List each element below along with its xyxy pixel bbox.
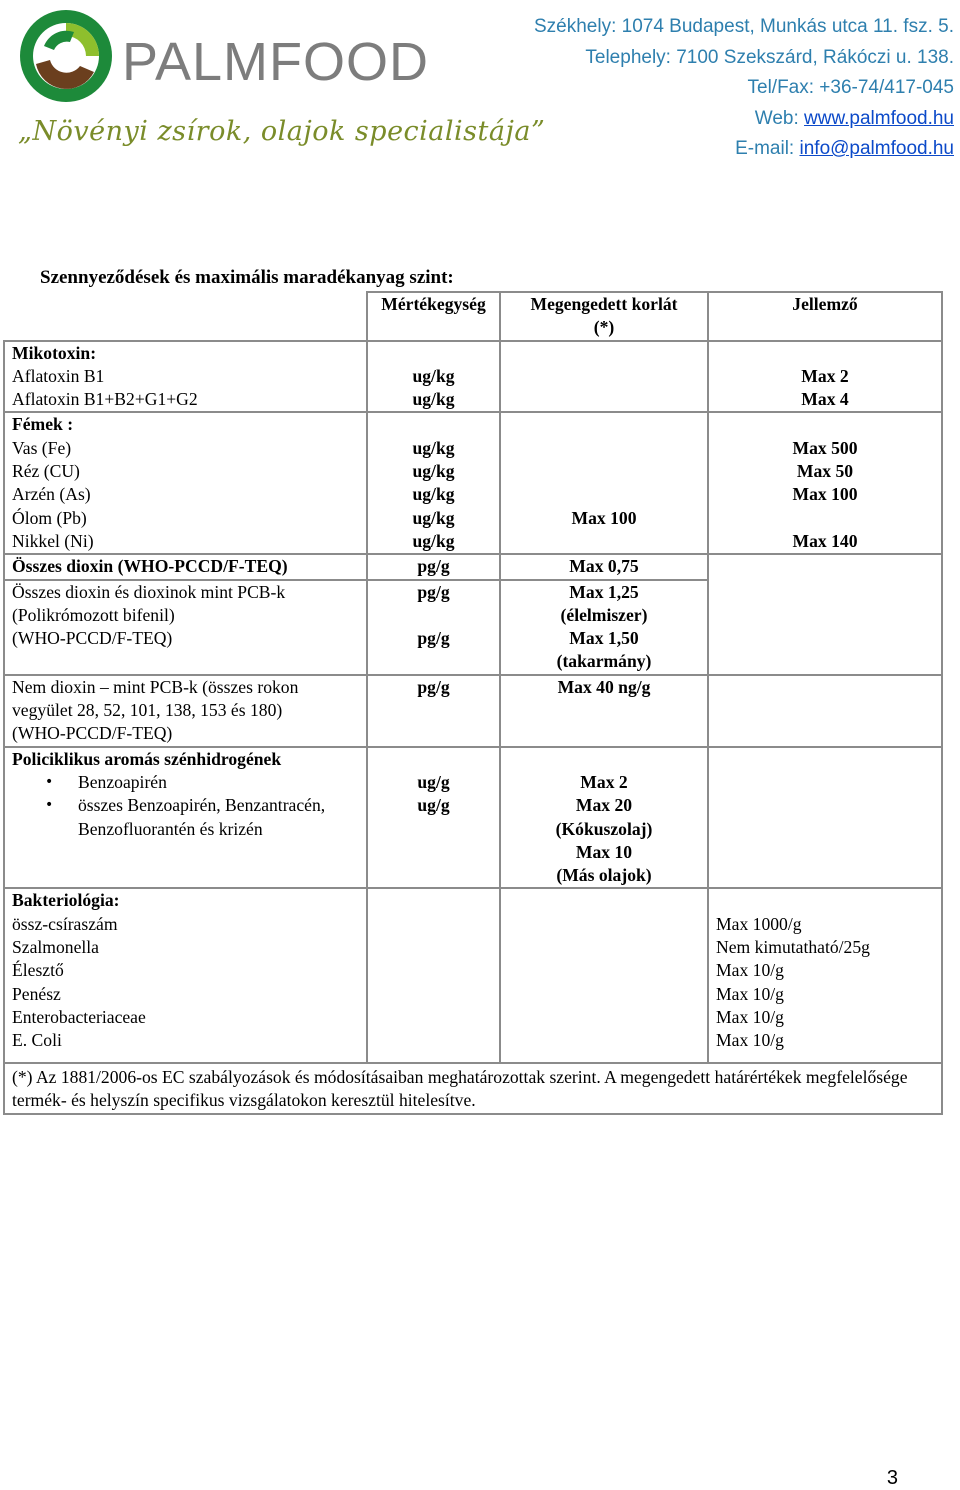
contact-block <box>534 12 954 165</box>
bacteriology-heading: Bakteriológia: <box>12 890 120 911</box>
dioxin-total-typical <box>708 554 942 579</box>
mycotoxin-typical-2: Max 4 <box>801 389 849 410</box>
dioxin-pcb-units <box>367 580 500 675</box>
metal-unit-cu: ug/kg <box>412 461 455 482</box>
metal-name-pb: Ólom (Pb) <box>12 507 87 528</box>
dioxin-total-unit: pg/g <box>367 554 500 579</box>
bacteriology-names <box>4 888 367 1062</box>
pah-limit-2-note: (Kókuszolaj) <box>555 818 653 839</box>
contact-hq: Székhely: 1074 Budapest, Munkás utca 11. fsz. 5. <box>533 16 954 37</box>
non-dioxin-pcb-name-3: (WHO-PCCD/F-TEQ) <box>12 723 173 744</box>
metal-limit-pb: Max 100 <box>571 507 637 528</box>
table-row-dioxin-pcb <box>4 580 942 675</box>
metal-typical-ni: Max 140 <box>792 530 858 551</box>
non-dioxin-pcb-names <box>4 675 367 747</box>
metal-name-cu: Réz (CU) <box>12 461 80 482</box>
mycotoxin-limits <box>500 341 708 413</box>
non-dioxin-pcb-typical <box>708 675 942 747</box>
pah-limit-1: Max 2 <box>580 771 628 792</box>
non-dioxin-pcb-limit: Max 40 ng/g <box>500 675 708 747</box>
pah-units <box>367 747 500 889</box>
dioxin-pcb-limit-2: Max 1,50 <box>569 628 639 649</box>
mycotoxin-names <box>4 341 367 413</box>
contact-telfax: Tel/Fax: +36-74/417-045 <box>747 77 954 98</box>
pah-limits <box>500 747 708 889</box>
mycotoxin-heading: Mikotoxin: <box>12 342 97 363</box>
page-number: 3 <box>886 1467 898 1489</box>
header-typical: Jellemző <box>708 292 942 341</box>
metal-unit-fe: ug/kg <box>412 437 455 458</box>
metal-unit-as: ug/kg <box>412 484 455 505</box>
pah-heading: Policiklikus aromás szénhidrogének <box>12 748 282 769</box>
bact-typical-enterobacteriaceae: Max 10/g <box>716 1006 784 1027</box>
non-dioxin-pcb-name-2: vegyület 28, 52, 101, 138, 153 és 180) <box>12 700 283 721</box>
contact-web <box>534 104 954 135</box>
non-dioxin-pcb-name-1: Nem dioxin – mint PCB-k (összes rokon <box>12 676 299 697</box>
bacteriology-limits <box>500 888 708 1062</box>
header-limit-label: Megengedett korlát <box>530 294 678 314</box>
mycotoxin-typical-1: Max 2 <box>801 365 849 386</box>
metal-name-ni: Nikkel (Ni) <box>12 530 94 551</box>
dioxin-total-limit: Max 0,75 <box>500 554 708 579</box>
bact-typical-salmonella: Nem kimutatható/25g <box>716 937 870 958</box>
logo-brand-text: PALMFOOD <box>122 32 430 92</box>
metal-name-as: Arzén (As) <box>12 484 91 505</box>
header-empty-cell <box>4 292 367 341</box>
contact-email <box>534 134 954 165</box>
metal-name-fe: Vas (Fe) <box>12 437 72 458</box>
contact-site: Telephely: 7100 Szekszárd, Rákóczi u. 138. <box>585 46 954 68</box>
table-header-row <box>4 292 942 341</box>
pah-item-2: • összes Benzoapirén, Benzantracén, Benzofluorantén és krizén <box>78 794 359 841</box>
table-row-footnote <box>4 1063 942 1115</box>
dioxin-pcb-limit-2-note: (takarmány) <box>556 651 652 672</box>
dioxin-pcb-limit-1: Max 1,25 <box>569 581 639 602</box>
mycotoxin-typical <box>708 341 942 413</box>
table-row-pah <box>4 747 942 889</box>
mycotoxin-units <box>367 341 500 413</box>
dioxin-pcb-unit-2: pg/g <box>417 628 450 649</box>
dioxin-pcb-unit-1: pg/g <box>417 581 450 602</box>
email-link[interactable]: info@palmfood.hu <box>799 138 954 159</box>
web-link[interactable]: www.palmfood.hu <box>804 107 954 129</box>
pah-limit-2: Max 20 <box>575 795 633 816</box>
table-row-non-dioxin-pcb <box>4 675 942 747</box>
bact-name-mould: Penész <box>12 983 61 1004</box>
email-label: E-mail: <box>735 138 800 159</box>
pah-item-1: • Benzoapirén <box>78 771 359 794</box>
palmfood-logo <box>14 6 430 110</box>
bact-typical-total: Max 1000/g <box>716 913 802 934</box>
table-row-bacteriology <box>4 888 942 1062</box>
dioxin-pcb-limit-1-note: (élelmiszer) <box>560 604 648 625</box>
table-row-mycotoxin <box>4 341 942 413</box>
mycotoxin-unit-2: ug/kg <box>412 389 455 410</box>
table-row-metals <box>4 412 942 554</box>
dioxin-pcb-limits <box>500 580 708 675</box>
dioxin-pcb-name-2: (Polikrómozott bifenil) <box>12 604 175 625</box>
pah-typical <box>708 747 942 889</box>
pah-limit-3: Max 10 <box>575 841 633 862</box>
bact-name-yeast: Élesztő <box>12 960 64 981</box>
bact-typical-mould: Max 10/g <box>716 983 784 1004</box>
metals-heading: Fémek : <box>12 414 74 435</box>
footnote: (*) Az 1881/2006-os EC szabályozások és módosításaiban meghatározottak szerint. A megengedett határértékek megfelelősége termék- és helyszín specifikus vizsgálatokon keresztül hitelesítve. <box>4 1063 942 1115</box>
metal-typical-as: Max 100 <box>792 484 858 505</box>
header-limit <box>500 292 708 341</box>
metal-typical-fe: Max 500 <box>792 437 858 458</box>
metal-typical-cu: Max 50 <box>796 461 854 482</box>
metals-names <box>4 412 367 554</box>
bact-typical-yeast: Max 10/g <box>716 960 784 981</box>
contaminants-table <box>3 291 943 1115</box>
tagline: „Növényi zsírok, olajok specialistája” <box>18 116 546 147</box>
metals-typical <box>708 412 942 554</box>
mycotoxin-name-1: Aflatoxin B1 <box>12 365 105 386</box>
pah-names <box>4 747 367 889</box>
bacteriology-typical <box>708 888 942 1062</box>
table-row-dioxin-total <box>4 554 942 579</box>
mycotoxin-unit-1: ug/kg <box>412 365 455 386</box>
section-title: Szennyeződések és maximális maradékanyag szint: <box>40 267 454 288</box>
metals-limits <box>500 412 708 554</box>
dioxin-pcb-names <box>4 580 367 675</box>
bact-typical-ecoli: Max 10/g <box>716 1030 784 1051</box>
bact-name-enterobacteriaceae: Enterobacteriaceae <box>12 1006 146 1027</box>
dioxin-pcb-typical <box>708 580 942 675</box>
non-dioxin-pcb-unit: pg/g <box>367 675 500 747</box>
header-limit-note: (*) <box>593 317 615 338</box>
dioxin-total-name: Összes dioxin (WHO-PCCD/F-TEQ) <box>4 554 367 579</box>
bact-name-ecoli: E. Coli <box>12 1030 62 1051</box>
mycotoxin-name-2: Aflatoxin B1+B2+G1+G2 <box>12 389 198 410</box>
header-unit: Mértékegység <box>367 292 500 341</box>
pah-list <box>12 771 359 841</box>
web-label: Web: <box>754 107 805 129</box>
metal-unit-pb: ug/kg <box>412 507 455 528</box>
bact-name-salmonella: Szalmonella <box>12 937 99 958</box>
pah-limit-3-note: (Más olajok) <box>556 865 652 886</box>
dioxin-pcb-name-3: (WHO-PCCD/F-TEQ) <box>12 628 173 649</box>
dioxin-pcb-name-1: Összes dioxin és dioxinok mint PCB-k <box>12 581 286 602</box>
bacteriology-units <box>367 888 500 1062</box>
pah-unit-1: ug/g <box>417 771 450 792</box>
bact-name-total: össz-csíraszám <box>12 913 118 934</box>
metals-units <box>367 412 500 554</box>
metal-unit-ni: ug/kg <box>412 530 455 551</box>
pah-unit-2: ug/g <box>417 795 450 816</box>
